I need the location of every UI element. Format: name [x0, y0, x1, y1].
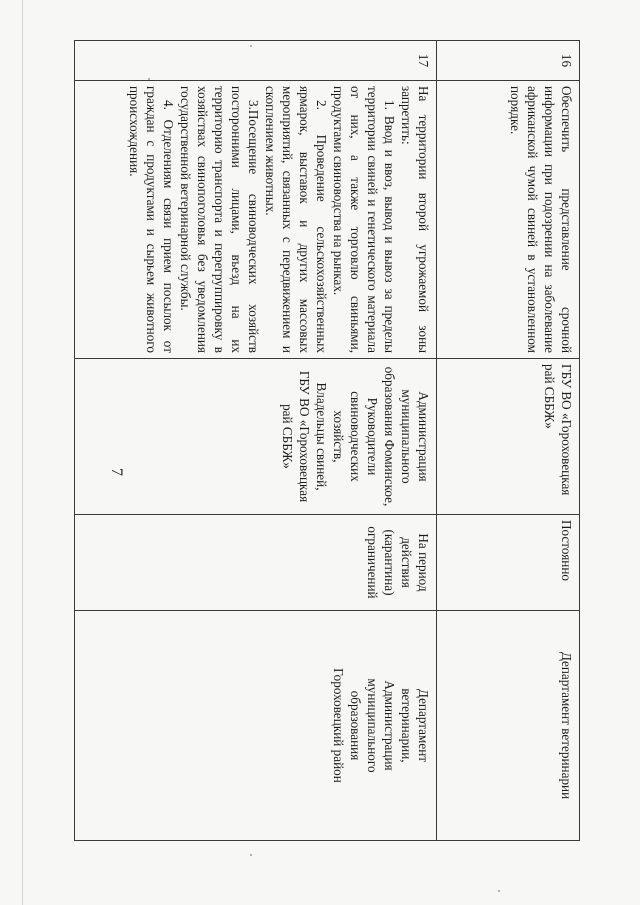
term-cell	[75, 515, 437, 611]
measure-item: 3.Посещение свиноводческих хозяйств посторонними лицами, въезд на их территорию транспорта и перегруппировку в хозяйствах свинопоголовья без уведомления государственной ветеринарной службы.	[178, 86, 261, 353]
measure-text: Обеспечить представление срочной информации при подозрении на заболевание африканской чумой свиней в установленном порядке.	[508, 86, 574, 353]
measure-item: 4. Отделениям связи прием посылок от граждан с продуктами и сырьем животного происхождения.	[127, 86, 176, 353]
table-row-16	[437, 41, 580, 841]
responsible-line: Администрация	[382, 680, 397, 771]
measure-intro: На территории второй угрожаемой зоны запретить:	[399, 86, 431, 353]
executor-line: Руководители	[365, 397, 380, 476]
responsible-line: муниципального	[365, 678, 380, 773]
executor-line: Администрация	[416, 391, 431, 482]
measures-table-container	[75, 40, 580, 840]
scan-edge-line	[22, 0, 23, 905]
responsible-cell	[75, 611, 437, 841]
responsible-line: образования	[348, 690, 363, 761]
measure-cell	[75, 81, 437, 359]
row-number: 16	[437, 41, 580, 81]
row-number: 17	[75, 41, 437, 81]
measures-table	[74, 40, 580, 841]
responsible-line: Гороховецкий район	[331, 668, 346, 783]
executor-line: ГБУ ВО «Гороховецкая	[297, 370, 312, 503]
executors-cell	[437, 359, 580, 515]
executor-line: образования Фоминское,	[382, 366, 397, 507]
measure-cell	[437, 81, 580, 359]
executor-text: ГБУ ВО «Гороховецкая рай СББЖ»	[542, 364, 574, 496]
scan-speck	[250, 854, 252, 856]
responsible-line: ветеринарии,	[399, 688, 414, 763]
responsible-line: Департамент	[416, 688, 431, 763]
page-number: 7	[108, 468, 125, 476]
term-text: На период действия (карантина) ограничений	[365, 526, 431, 599]
term-cell	[437, 515, 580, 611]
table-row-17	[75, 41, 437, 841]
term-text: Постоянно	[559, 520, 574, 582]
measure-item: 2. Проведение сельскохозяйственных ярмарок, выставок и других массовых мероприятий, связанных с передвижением и скоплением животных.	[263, 86, 329, 353]
responsible-text: Департамент ветеринарии	[559, 651, 574, 800]
executor-line: свиноводческих хозяйств,	[331, 391, 363, 482]
executor-line: рай СББЖ»	[280, 404, 295, 469]
measure-item: 1. Ввод и ввоз, вывод и вывоз за пределы территории свиней и генетического материала от них, а также торговлю свиньями, продуктами свиноводства на рынках.	[331, 86, 397, 353]
executors-cell	[75, 359, 437, 515]
scan-speck	[498, 890, 500, 892]
responsible-cell	[437, 611, 580, 841]
executor-line: Владельцы свиней,	[314, 382, 329, 491]
executor-line: муниципального	[399, 389, 414, 484]
